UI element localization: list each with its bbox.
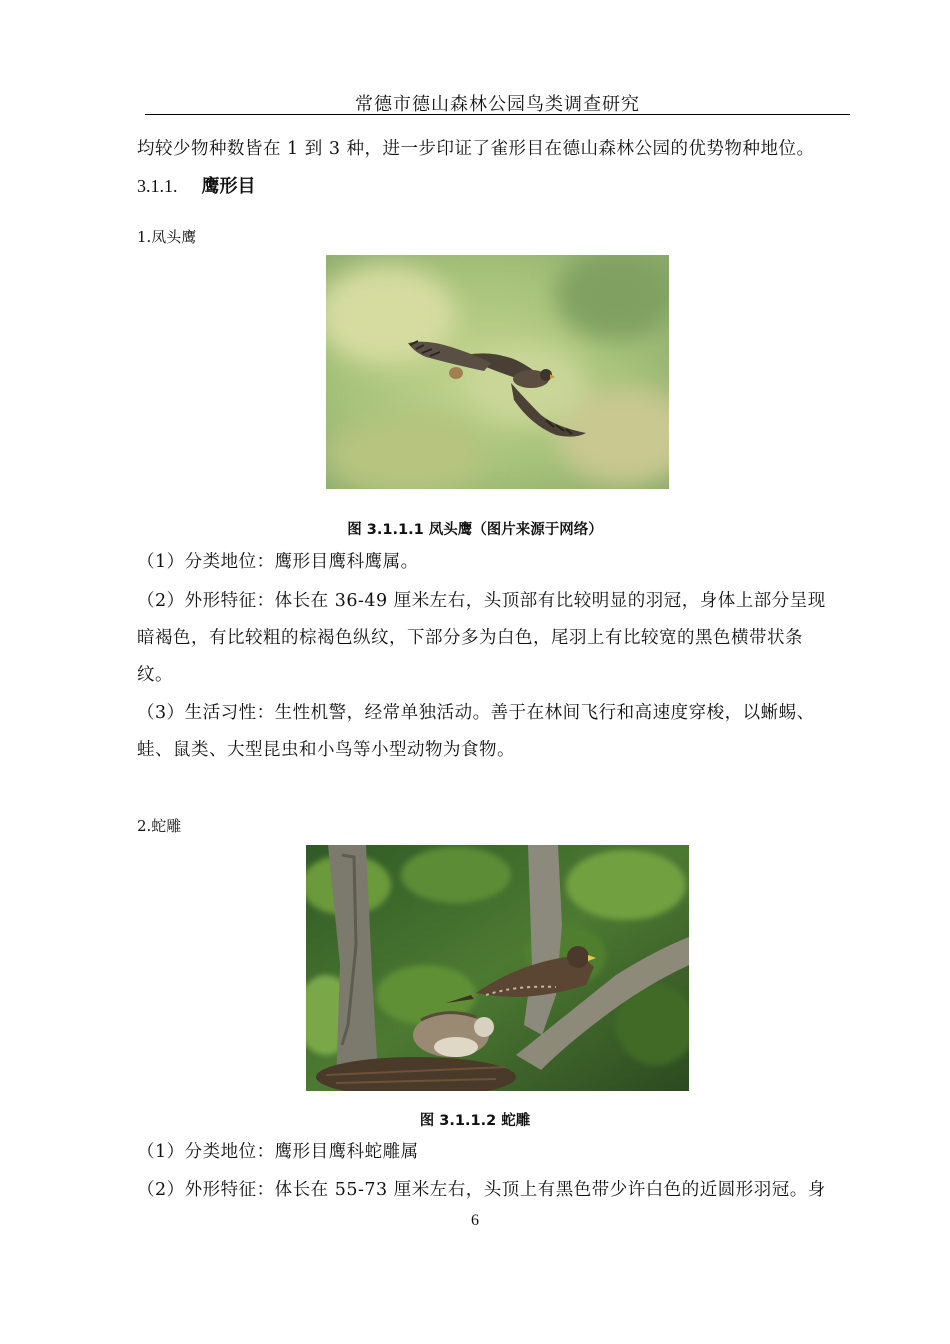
section-number: 3.1.1.: [137, 176, 178, 196]
figure-caption-1: 图 3.1.1.1 凤头鹰（图片来源于网络）: [347, 522, 603, 538]
crested-goshawk-image: [326, 255, 669, 489]
species-1-line-2: （2）外形特征：体长在 36-49 厘米左右，头顶部有比较明显的羽冠，身体上部分呈现: [137, 591, 826, 611]
section-name: 鹰形目: [201, 176, 256, 197]
species-heading-2: 2.蛇雕: [137, 817, 182, 835]
crested-serpent-eagle-image: [306, 845, 689, 1091]
species-2-line-2: （2）外形特征：体长在 55-73 厘米左右，头顶上有黑色带少许白色的近圆形羽冠。身: [137, 1180, 826, 1200]
species-1-line-1: （1）分类地位：鹰形目鹰科鹰属。: [137, 552, 419, 572]
species-2-line-1: （1）分类地位：鹰形目鹰科蛇雕属: [137, 1142, 419, 1162]
figure-caption-2: 图 3.1.1.2 蛇雕: [419, 1113, 531, 1129]
crested-serpent-eagle-photo: [306, 845, 689, 1091]
species-1-line-5: （3）生活习性：生性机警，经常单独活动。善于在林间飞行和高速度穿梭，以蜥蜴、: [137, 703, 815, 723]
species-1-line-6: 蛙、鼠类、大型昆虫和小鸟等小型动物为食物。: [137, 740, 515, 760]
running-header: 常德市德山森林公园鸟类调查研究: [355, 94, 640, 115]
species-heading-1: 1.凤头鹰: [137, 228, 197, 246]
species-1-line-3: 暗褐色，有比较粗的棕褐色纵纹，下部分多为白色，尾羽上有比较宽的黑色横带状条: [137, 628, 803, 648]
species-1-line-4: 纹。: [137, 665, 173, 685]
page-number: 6: [471, 1212, 479, 1229]
header-rule: [145, 114, 850, 115]
crested-goshawk-photo: [326, 255, 669, 489]
section-heading: [137, 172, 256, 198]
intro-paragraph: 均较少物种数皆在 1 到 3 种，进一步印证了雀形目在德山森林公园的优势物种地位。: [137, 139, 815, 159]
